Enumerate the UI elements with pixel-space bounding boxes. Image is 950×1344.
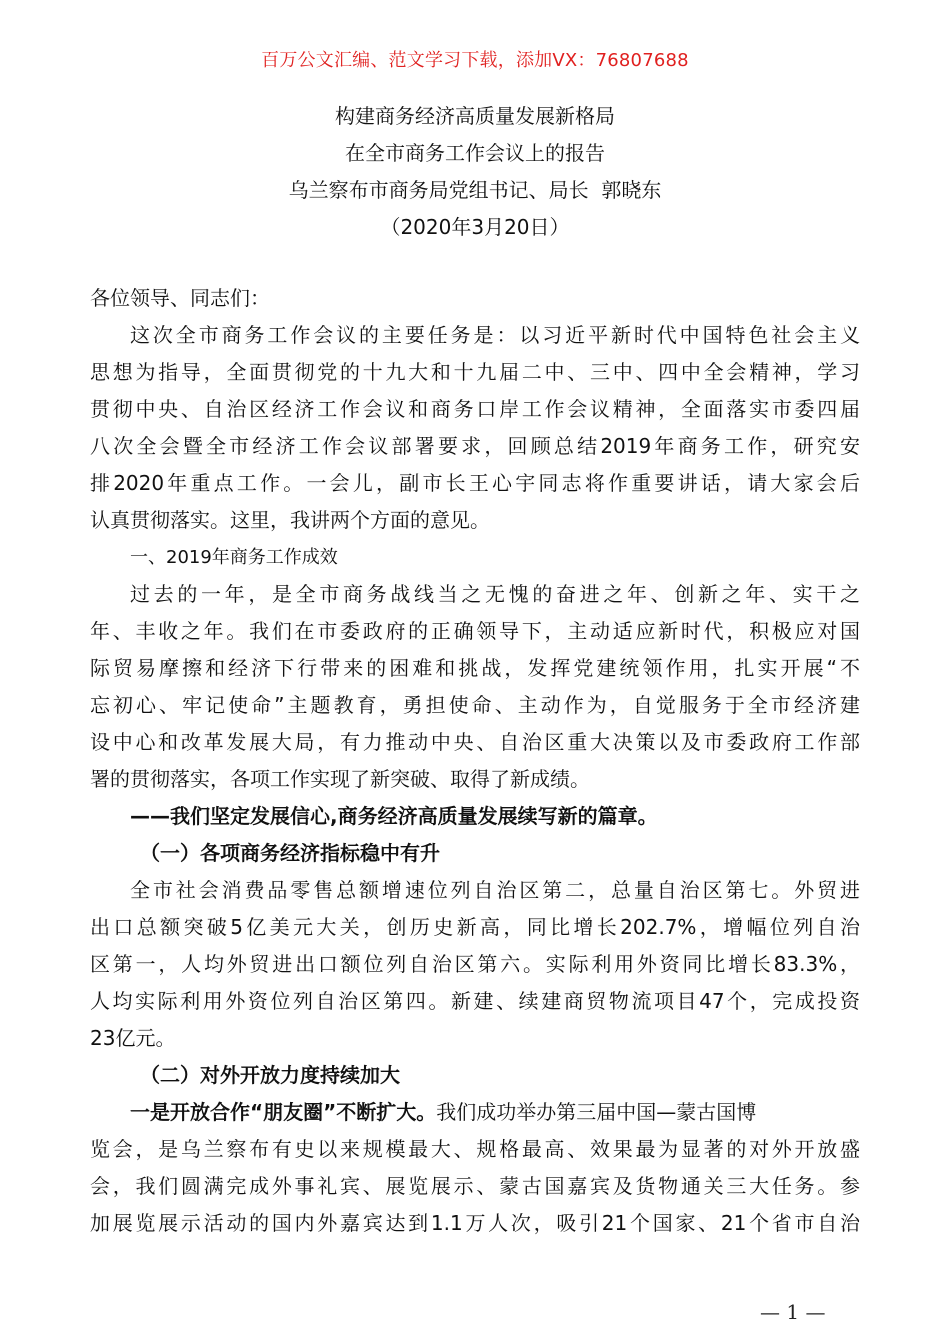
title-line-2: 在全市商务工作会议上的报告 <box>345 141 605 165</box>
intro-line: 这次全市商务工作会议的主要任务是：以习近平新时代中国特色社会主义 <box>130 323 860 347</box>
sub2-lead-rest: 我们成功举办第三届中国—蒙古国博 <box>436 1100 757 1124</box>
sub2-line: 会，我们圆满完成外事礼宾、展览展示、蒙古国嘉宾及货物通关三大任务。参 <box>90 1174 860 1198</box>
page-number: — 1 — <box>760 1300 826 1324</box>
document-title-block <box>0 98 950 246</box>
section1-line: 设中心和改革发展大局，有力推动中央、自治区重大决策以及市委政府工作部 <box>90 730 860 754</box>
watermark-banner: 百万公文汇编、范文学习下载，添加VX：76807688 <box>261 50 689 71</box>
sub2-lead-line <box>90 1094 860 1131</box>
intro-line: 认真贯彻落实。这里，我讲两个方面的意见。 <box>90 508 490 532</box>
author-line: 乌兰察布市商务局党组书记、局长 郭晓东 <box>288 178 662 202</box>
sub2-line: 加展览展示活动的国内外嘉宾达到1.1万人次，吸引21个国家、21个省市自治 <box>90 1211 860 1235</box>
sub1-line: 全市社会消费品零售总额增速位列自治区第二，总量自治区第七。外贸进 <box>130 878 860 902</box>
intro-line: 思想为指导，全面贯彻党的十九大和十九届二中、三中、四中全会精神，学习 <box>90 360 860 384</box>
sub2-lead-bold: 一是开放合作“朋友圈”不断扩大。 <box>130 1100 437 1124</box>
section1-line: 际贸易摩擦和经济下行带来的困难和挑战，发挥党建统领作用，扎实开展“不 <box>90 656 860 680</box>
title-line-1: 构建商务经济高质量发展新格局 <box>335 104 615 128</box>
intro-line: 排2020年重点工作。一会儿，副市长王心宇同志将作重要讲话，请大家会后 <box>90 471 860 495</box>
date-line: （2020年3月20日） <box>380 215 570 239</box>
subsection-heading-2: （二）对外开放力度持续加大 <box>140 1063 400 1087</box>
sub2-line: 览会，是乌兰察布有史以来规模最大、规格最高、效果最为显著的对外开放盛 <box>90 1137 860 1161</box>
sub1-line: 23亿元。 <box>90 1026 176 1050</box>
section-heading-1: 一、2019年商务工作成效 <box>130 547 338 568</box>
section1-line: 忘初心、牢记使命”主题教育，勇担使命、主动作为，自觉服务于全市经济建 <box>90 693 860 717</box>
sub1-line: 出口总额突破5亿美元大关，创历史新高，同比增长202.7%，增幅位列自治 <box>90 915 860 939</box>
subsection-heading-1: （一）各项商务经济指标稳中有升 <box>140 841 440 865</box>
sub1-line: 人均实际利用外资位列自治区第四。新建、续建商贸物流项目47个，完成投资 <box>90 989 860 1013</box>
document-body <box>90 280 860 1242</box>
section1-line: 年、丰收之年。我们在市委政府的正确领导下，主动适应新时代，积极应对国 <box>90 619 860 643</box>
intro-line: 八次全会暨全市经济工作会议部署要求，回顾总结2019年商务工作，研究安 <box>90 434 860 458</box>
bold-statement: ——我们坚定发展信心,商务经济高质量发展续写新的篇章。 <box>130 804 658 828</box>
salutation: 各位领导、同志们： <box>90 286 270 310</box>
section1-line: 署的贯彻落实，各项工作实现了新突破、取得了新成绩。 <box>90 767 590 791</box>
intro-line: 贯彻中央、自治区经济工作会议和商务口岸工作会议精神，全面落实市委四届 <box>90 397 860 421</box>
sub1-line: 区第一，人均外贸进出口额位列自治区第六。实际利用外资同比增长83.3%， <box>90 952 860 976</box>
section1-line: 过去的一年，是全市商务战线当之无愧的奋进之年、创新之年、实干之 <box>130 582 860 606</box>
